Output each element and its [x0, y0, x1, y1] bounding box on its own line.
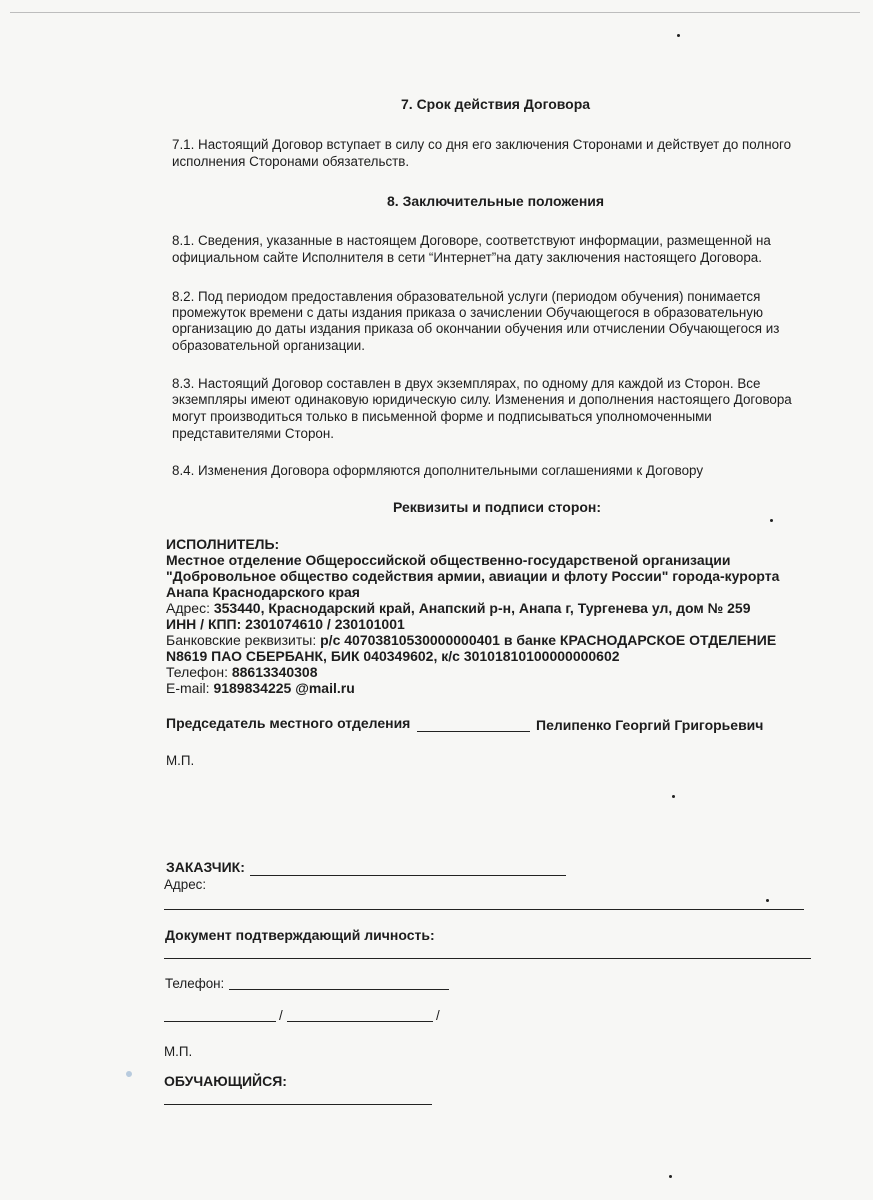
- executor-email: [166, 680, 355, 696]
- customer-label: ЗАКАЗЧИК:: [166, 859, 245, 875]
- requisites-heading: Реквизиты и подписи сторон:: [393, 499, 602, 515]
- executor-bank-line-2: N8619 ПАО СБЕРБАНК, БИК 040349602, к/с 30101810100000000602: [166, 648, 620, 664]
- executor-address: [166, 600, 750, 616]
- address-value: 353440, Краснодарский край, Анапский р-н, Анапа г, Тургенева ул, дом № 259: [213, 600, 751, 616]
- clause-8-3-line-1: 8.3. Настоящий Договор составлен в двух экземплярах, по одному для каждой из Сторон. Все: [172, 376, 761, 391]
- clause-8-2-line-2: промежуток времени с даты издания приказа о зачислении Обучающегося в образовательную: [172, 305, 764, 320]
- id-document-label: Документ подтверждающий личность:: [165, 927, 435, 943]
- phone-value: 88613340308: [231, 664, 318, 680]
- scan-speck: [677, 34, 680, 37]
- signature-slash-2: /: [436, 1008, 440, 1023]
- bank-label: Банковские реквизиты:: [166, 632, 321, 648]
- signature-slash-1: /: [279, 1008, 283, 1023]
- executor-phone: [166, 664, 318, 680]
- executor-inn-kpp: ИНН / КПП: 2301074610 / 230101001: [166, 616, 405, 632]
- page-top-edge: [10, 12, 860, 13]
- customer-address-label: Адрес:: [164, 877, 207, 892]
- clause-8-3-line-3: могут производиться только в письменной форме и подписываться уполномоченными: [172, 409, 712, 424]
- customer-phone-label: Телефон:: [165, 976, 225, 991]
- clause-8-4: 8.4. Изменения Договора оформляются дополнительными соглашениями к Договору: [172, 463, 704, 478]
- section-7-heading: 7. Срок действия Договора: [401, 96, 591, 112]
- email-label: E-mail:: [166, 680, 214, 696]
- customer-stamp-label: М.П.: [164, 1044, 193, 1059]
- clause-8-3-line-4: представителями Сторон.: [172, 426, 334, 441]
- executor-stamp-label: М.П.: [166, 753, 195, 768]
- bank-value-1: р/с 40703810530000000401 в банке КРАСНОДАРСКОЕ ОТДЕЛЕНИЕ: [320, 632, 777, 648]
- scan-speck: [672, 795, 675, 798]
- customer-name-line: [250, 875, 566, 876]
- clause-8-2-line-1: 8.2. Под периодом предоставления образовательной услуги (периодом обучения) понимается: [172, 289, 761, 304]
- phone-label: Телефон:: [166, 664, 232, 680]
- clause-7-1-line-1: 7.1. Настоящий Договор вступает в силу со дня его заключения Сторонами и действует до полного: [172, 137, 792, 152]
- chairman-label: Председатель местного отделения: [166, 715, 411, 731]
- chairman-signature-line: [417, 731, 530, 732]
- scan-speck: [766, 899, 769, 902]
- executor-label: ИСПОЛНИТЕЛЬ:: [166, 536, 280, 552]
- student-label: ОБУЧАЮЩИЙСЯ:: [164, 1073, 287, 1089]
- clause-8-3-line-2: экземпляры имеют одинаковую юридическую силу. Изменения и дополнения настоящего Договора: [172, 392, 792, 407]
- scan-speck: [770, 519, 773, 522]
- clause-7-1-line-2: исполнения Сторонами обязательств.: [172, 154, 410, 169]
- clause-8-1-line-1: 8.1. Сведения, указанные в настоящем Договоре, соответствуют информации, размещенной на: [172, 233, 771, 248]
- chairman-name: Пелипенко Георгий Григорьевич: [536, 717, 764, 733]
- id-document-line: [164, 958, 811, 959]
- clause-8-2-line-4: образовательной организации.: [172, 338, 365, 353]
- customer-signature-line: [164, 1021, 276, 1022]
- executor-bank-line-1: [166, 632, 776, 648]
- student-line: [164, 1104, 432, 1105]
- customer-name-transcript-line: [287, 1021, 433, 1022]
- executor-org-line-2: "Добровольное общество содействия армии, авиации и флоту России" города-курорта: [166, 568, 780, 584]
- scan-speck: [669, 1175, 672, 1178]
- executor-org-line-3: Анапа Краснодарского края: [166, 584, 360, 600]
- executor-org-line-1: Местное отделение Общероссийской общественно-государственой организации: [166, 552, 731, 568]
- customer-phone-line: [229, 989, 449, 990]
- address-label: Адрес:: [166, 600, 214, 616]
- scan-smudge: [126, 1071, 132, 1077]
- email-value: 9189834225 @mail.ru: [213, 680, 355, 696]
- section-8-heading: 8. Заключительные положения: [387, 193, 605, 209]
- clause-8-1-line-2: официальном сайте Исполнителя в сети “Интернет”на дату заключения настоящего Договора.: [172, 250, 762, 265]
- clause-8-2-line-3: организацию до даты издания приказа об окончании обучения или отчислении Обучающегося из: [172, 321, 780, 336]
- customer-address-line: [164, 909, 804, 910]
